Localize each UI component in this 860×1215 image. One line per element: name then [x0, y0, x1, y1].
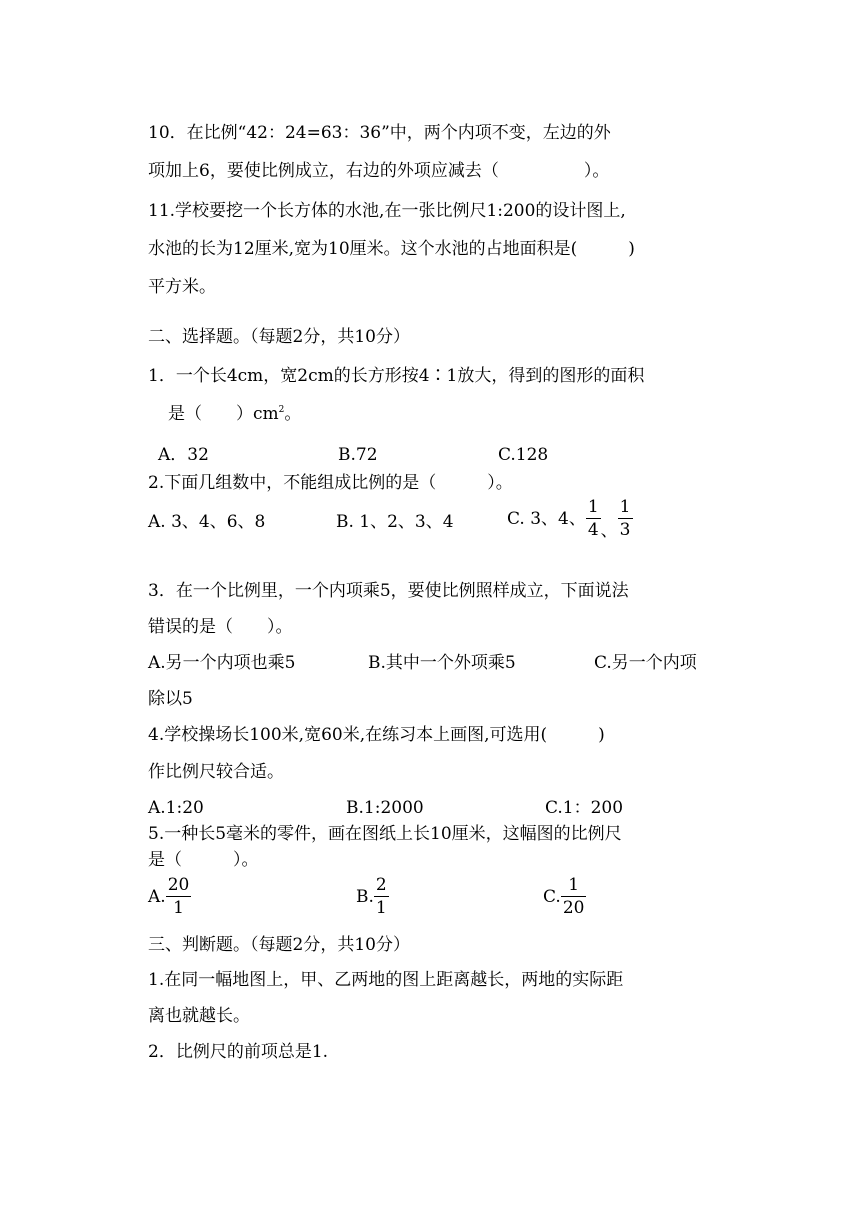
s2-q4-option-b: B.1:2000 [346, 798, 424, 818]
s3-q1-line-2: 离也就越长。 [148, 1006, 250, 1026]
fraction-one-quarter [586, 497, 601, 540]
section3-heading: 三、判断题。（每题2分，共10分） [148, 935, 410, 955]
s2-q5-option-a [148, 875, 191, 918]
s2-q3-option-a: A.另一个内项也乘5 [148, 653, 296, 673]
q11-line-3: 平方米。 [148, 277, 216, 297]
s2-q3-option-c-continued: 除以5 [148, 689, 193, 709]
fraction-bar [586, 518, 601, 519]
fraction-two-over-one [374, 875, 389, 918]
s2-q1-line-1: 1．一个长4cm，宽2cm的长方形按4∶1放大，得到的图形的面积 [148, 366, 645, 386]
q11-line-1: 11.学校要挖一个长方体的水池,在一张比例尺1:200的设计图上, [148, 201, 626, 221]
s2-q1-option-b: B.72 [338, 445, 378, 465]
fraction-bar [166, 896, 192, 897]
s2-q5-option-a-label: A. [148, 886, 166, 907]
fraction-bar [561, 896, 587, 897]
s2-q1-superscript: 2 [278, 405, 285, 415]
fraction-denominator: 20 [562, 898, 585, 918]
fraction-bar [618, 518, 633, 519]
fraction-twenty-over-one [166, 875, 192, 918]
s2-q1-line-2 [168, 404, 301, 424]
fraction-denominator: 1 [173, 898, 184, 918]
fraction-denominator: 4 [587, 520, 599, 540]
q10-line-1: 10．在比例“42：24=63：36”中，两个内项不变，左边的外 [148, 123, 611, 143]
s2-q5-option-b-label: B. [356, 886, 374, 907]
fraction-numerator: 1 [587, 497, 599, 517]
s2-q2-option-a: A. 3、4、6、8 [148, 512, 266, 532]
s2-q1-option-a: A．32 [158, 445, 209, 465]
s2-q3-line-1: 3．在一个比例里，一个内项乘5，要使比例照样成立，下面说法 [148, 581, 629, 601]
fraction-numerator: 20 [167, 875, 190, 895]
s2-q3-option-c: C.另一个内项 [594, 653, 697, 673]
s2-q5-option-c [543, 875, 586, 918]
fraction-bar [374, 896, 389, 897]
fraction-one-third [618, 497, 633, 540]
q11-line-2: 水池的长为12厘米,宽为10厘米。这个水池的占地面积是( ) [148, 239, 635, 259]
s2-q5-line-1: 5.一种长5毫米的零件，画在图纸上长10厘米，这幅图的比例尺 [148, 824, 622, 844]
section2-heading: 二、选择题。（每题2分，共10分） [148, 327, 410, 347]
s2-q2-text: 2.下面几组数中，不能组成比例的是（ ）。 [148, 473, 513, 493]
s3-q2-text: 2．比例尺的前项总是1. [148, 1042, 329, 1062]
s2-q2-option-c-separator: 、 [600, 520, 618, 541]
fraction-denominator: 1 [375, 898, 387, 918]
s2-q3-line-2: 错误的是（ ）。 [148, 617, 293, 637]
s2-q1-line-2-text: 是（ ）cm [168, 404, 279, 424]
s2-q5-option-b [356, 875, 389, 918]
s2-q2-option-c-text: C. 3、4、 [507, 508, 586, 529]
s2-q5-line-2: 是（ ）。 [148, 850, 259, 870]
s2-q3-option-b: B.其中一个外项乘5 [368, 653, 516, 673]
s2-q4-line-2: 作比例尺较合适。 [148, 762, 284, 782]
s2-q5-option-c-label: C. [543, 886, 561, 907]
s3-q1-line-1: 1.在同一幅地图上，甲、乙两地的图上距离越长，两地的实际距 [148, 970, 624, 990]
s2-q2-option-c [507, 497, 633, 540]
s2-q1-option-c: C.128 [498, 445, 549, 465]
q10-line-2: 项加上6，要使比例成立，右边的外项应减去（ ）。 [148, 161, 610, 181]
s2-q1-line-2-end: 。 [284, 404, 302, 424]
s2-q4-option-a: A.1:20 [148, 798, 204, 818]
fraction-numerator: 1 [568, 875, 580, 895]
s2-q4-line-1: 4.学校操场长100米,宽60米,在练习本上画图,可选用( ) [148, 725, 605, 745]
fraction-numerator: 1 [619, 497, 631, 517]
s2-q2-option-b: B. 1、2、3、4 [336, 512, 454, 532]
fraction-denominator: 3 [619, 520, 631, 540]
fraction-numerator: 2 [375, 875, 387, 895]
fraction-one-over-twenty [561, 875, 587, 918]
s2-q4-option-c: C.1：200 [545, 798, 624, 818]
